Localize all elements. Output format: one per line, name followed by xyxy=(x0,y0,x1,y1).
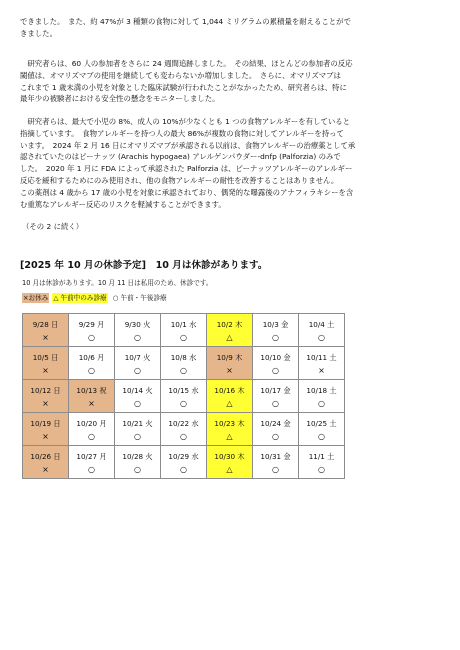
calendar-status-mark: × xyxy=(42,333,49,342)
calendar-date: 10/15 水 xyxy=(168,386,199,395)
calendar-date: 10/18 土 xyxy=(306,386,337,395)
calendar-date: 10/28 火 xyxy=(122,452,153,461)
calendar-status-mark: ○ xyxy=(88,432,95,441)
text-line: 研究者らは、最大で小児の 8%、成人の 10%が少なくとも 1 つの食物アレルギーを有していると xyxy=(20,117,351,126)
calendar-date: 10/25 土 xyxy=(306,419,337,428)
calendar-status-mark: ○ xyxy=(180,366,187,375)
text-line: 閾値は、オマリズマブの使用を継続しても変わらないか増加しました。 さらに、オマリズマブは xyxy=(20,70,341,80)
calendar-status-mark: ○ xyxy=(180,399,187,408)
calendar-status-mark: × xyxy=(42,465,49,474)
calendar-status-mark: ○ xyxy=(134,333,141,342)
calendar-day-cell xyxy=(207,347,253,380)
calendar-day-cell xyxy=(253,380,299,413)
calendar-date: 10/6 月 xyxy=(78,353,105,362)
calendar-date: 10/29 水 xyxy=(168,452,199,461)
calendar-status-mark: ○ xyxy=(318,333,325,342)
text-line: 反応を緩和するためにのみ使用され、他の食物アレルギーの耐性を改善することはありません。 xyxy=(20,175,339,185)
text-line: 研究者らは、60 人の参加者をさらに 24 週間追跡しました。 その結果、ほとんどの参加者の反応 xyxy=(20,59,353,68)
calendar-date: 10/19 日 xyxy=(30,419,61,428)
calendar-date: 10/16 木 xyxy=(214,386,245,395)
calendar-day-cell xyxy=(69,347,115,380)
calendar-status-mark: ○ xyxy=(318,432,325,441)
calendar-status-mark: ○ xyxy=(134,399,141,408)
calendar-day-cell xyxy=(253,347,299,380)
calendar-day-cell xyxy=(161,380,207,413)
calendar-week-row xyxy=(23,347,345,380)
calendar-day-cell xyxy=(115,446,161,479)
calendar-status-mark: ○ xyxy=(180,465,187,474)
calendar-table xyxy=(22,313,345,479)
legend-am-only: △ 午前中のみ診療 xyxy=(53,294,107,302)
calendar-date: 10/26 日 xyxy=(30,452,61,461)
calendar-day-cell xyxy=(299,314,345,347)
calendar-date: 10/5 日 xyxy=(32,353,59,362)
calendar-status-mark: × xyxy=(226,366,233,375)
schedule-note: 10 月は休診があります。10 月 11 日は私用のため、休診です。 xyxy=(22,279,213,287)
calendar-day-cell xyxy=(115,413,161,446)
calendar-date: 10/13 祝 xyxy=(76,386,107,395)
calendar-date: 9/28 日 xyxy=(32,320,59,329)
calendar-date: 10/1 水 xyxy=(170,320,197,329)
calendar-day-cell xyxy=(161,446,207,479)
calendar-day-cell xyxy=(299,413,345,446)
calendar-date: 10/17 金 xyxy=(260,386,291,395)
calendar-day-cell xyxy=(253,413,299,446)
calendar-day-cell xyxy=(161,347,207,380)
calendar-date: 9/29 月 xyxy=(78,320,105,329)
text-line: できました。 また、約 47%が 3 種類の食物に対して 1,044 ミリグラムの累積量を耐えることがで xyxy=(20,17,351,26)
calendar-date: 10/20 月 xyxy=(76,419,107,428)
calendar-day-cell xyxy=(69,380,115,413)
calendar-status-mark: ○ xyxy=(272,465,279,474)
calendar-day-cell xyxy=(115,347,161,380)
calendar-day-cell xyxy=(69,413,115,446)
calendar-date: 10/27 月 xyxy=(76,452,107,461)
text-line: この薬剤は 4 歳から 17 歳の小児を対象に承認されており、偶発的な曝露後のアナフィラキシーを含 xyxy=(20,187,354,197)
calendar-status-mark: ○ xyxy=(134,366,141,375)
calendar-week-row xyxy=(23,446,345,479)
calendar-status-mark: ○ xyxy=(180,432,187,441)
calendar-status-mark: △ xyxy=(226,399,233,408)
calendar-status-mark: ○ xyxy=(272,399,279,408)
calendar-day-cell xyxy=(299,446,345,479)
calendar-day-cell xyxy=(161,314,207,347)
calendar-date: 10/22 水 xyxy=(168,419,199,428)
text-line: 最年少の被験者における安全性の懸念をモニターしました。 xyxy=(20,94,220,104)
calendar-day-cell xyxy=(253,314,299,347)
calendar-status-mark: × xyxy=(88,399,95,408)
calendar-day-cell xyxy=(207,314,253,347)
calendar-day-cell xyxy=(207,380,253,413)
calendar-status-mark: × xyxy=(42,432,49,441)
text-line: した。 2020 年 1 月に FDA によって承認された Palforzia は、ピーナッツアレルギーのアレルギー xyxy=(20,164,353,174)
calendar-day-cell xyxy=(23,446,69,479)
calendar-day-cell xyxy=(207,413,253,446)
calendar-date: 10/2 木 xyxy=(216,320,243,329)
calendar-day-cell xyxy=(23,413,69,446)
calendar-date: 9/30 火 xyxy=(124,320,151,329)
calendar-date: 10/3 金 xyxy=(262,320,289,329)
calendar-date: 10/30 木 xyxy=(214,452,245,461)
calendar-day-cell xyxy=(23,380,69,413)
calendar-date: 10/12 日 xyxy=(30,386,61,395)
text-line: きました。 xyxy=(20,28,57,38)
continued-note: （その 2 に続く） xyxy=(22,222,84,231)
calendar-day-cell xyxy=(299,347,345,380)
calendar-day-cell xyxy=(207,446,253,479)
calendar-status-mark: ○ xyxy=(318,399,325,408)
calendar-day-cell xyxy=(23,314,69,347)
calendar-date: 10/23 木 xyxy=(214,419,245,428)
calendar-body xyxy=(23,314,345,479)
calendar-date: 11/1 土 xyxy=(308,452,335,461)
calendar-status-mark: ○ xyxy=(272,333,279,342)
calendar-day-cell xyxy=(299,380,345,413)
legend-open: ○ 午前・午後診療 xyxy=(112,294,167,302)
calendar-week-row xyxy=(23,413,345,446)
text-line: 指摘しています。 食物アレルギーを持つ人の最大 86%が複数の食物に対してアレルギーを持って xyxy=(20,128,344,138)
text-line: います。 2024 年 2 月 16 日にオマリズマブが承認される以前は、食物アレルギーの治療薬として承 xyxy=(20,140,356,150)
calendar-day-cell xyxy=(23,347,69,380)
calendar-status-mark: × xyxy=(42,366,49,375)
calendar-status-mark: ○ xyxy=(134,465,141,474)
calendar-day-cell xyxy=(115,314,161,347)
calendar-status-mark: ○ xyxy=(88,366,95,375)
calendar-status-mark: △ xyxy=(226,465,233,474)
calendar-date: 10/11 土 xyxy=(306,353,337,362)
calendar-status-mark: ○ xyxy=(272,366,279,375)
calendar-week-row xyxy=(23,380,345,413)
calendar-status-mark: △ xyxy=(226,333,233,342)
text-line: これまで 1 歳未満の小児を対象とした臨床試験が行われたことがなかったため、研究者らは、特に xyxy=(20,82,347,92)
calendar-status-mark: ○ xyxy=(318,465,325,474)
text-line: む重篤なアレルギー反応のリスクを軽減することができます。 xyxy=(20,199,226,209)
calendar-date: 10/4 土 xyxy=(308,320,335,329)
schedule-heading: [2025 年 10 月の休診予定] 10 月は休診があります。 xyxy=(20,260,268,271)
calendar-date: 10/21 火 xyxy=(122,419,153,428)
calendar-date: 10/24 金 xyxy=(260,419,291,428)
article-paragraph-1 xyxy=(20,16,438,40)
calendar-date: 10/9 木 xyxy=(216,353,243,362)
calendar-status-mark: △ xyxy=(226,432,233,441)
calendar-day-cell xyxy=(69,314,115,347)
calendar-status-mark: ○ xyxy=(272,432,279,441)
calendar-status-mark: × xyxy=(42,399,49,408)
calendar-date: 10/31 金 xyxy=(260,452,291,461)
calendar-status-mark: ○ xyxy=(134,432,141,441)
schedule-legend xyxy=(22,293,168,303)
calendar-day-cell xyxy=(161,413,207,446)
calendar-week-row xyxy=(23,314,345,347)
calendar-status-mark: ○ xyxy=(88,465,95,474)
calendar-date: 10/7 火 xyxy=(124,353,151,362)
calendar-day-cell xyxy=(115,380,161,413)
article-paragraph-2 xyxy=(20,58,438,105)
calendar-status-mark: × xyxy=(318,366,325,375)
calendar-day-cell xyxy=(69,446,115,479)
calendar-day-cell xyxy=(253,446,299,479)
article-paragraph-3 xyxy=(20,116,438,210)
legend-closed: ×お休み xyxy=(23,294,49,302)
calendar-date: 10/8 水 xyxy=(170,353,197,362)
text-line: 認されていたのはピーナッツ (Arachis hypogaea) アレルゲンパウダー-dnfp (Palforzia) のみで xyxy=(20,152,341,162)
calendar-date: 10/10 金 xyxy=(260,353,291,362)
calendar-date: 10/14 火 xyxy=(122,386,153,395)
calendar-status-mark: ○ xyxy=(88,333,95,342)
calendar-status-mark: ○ xyxy=(180,333,187,342)
